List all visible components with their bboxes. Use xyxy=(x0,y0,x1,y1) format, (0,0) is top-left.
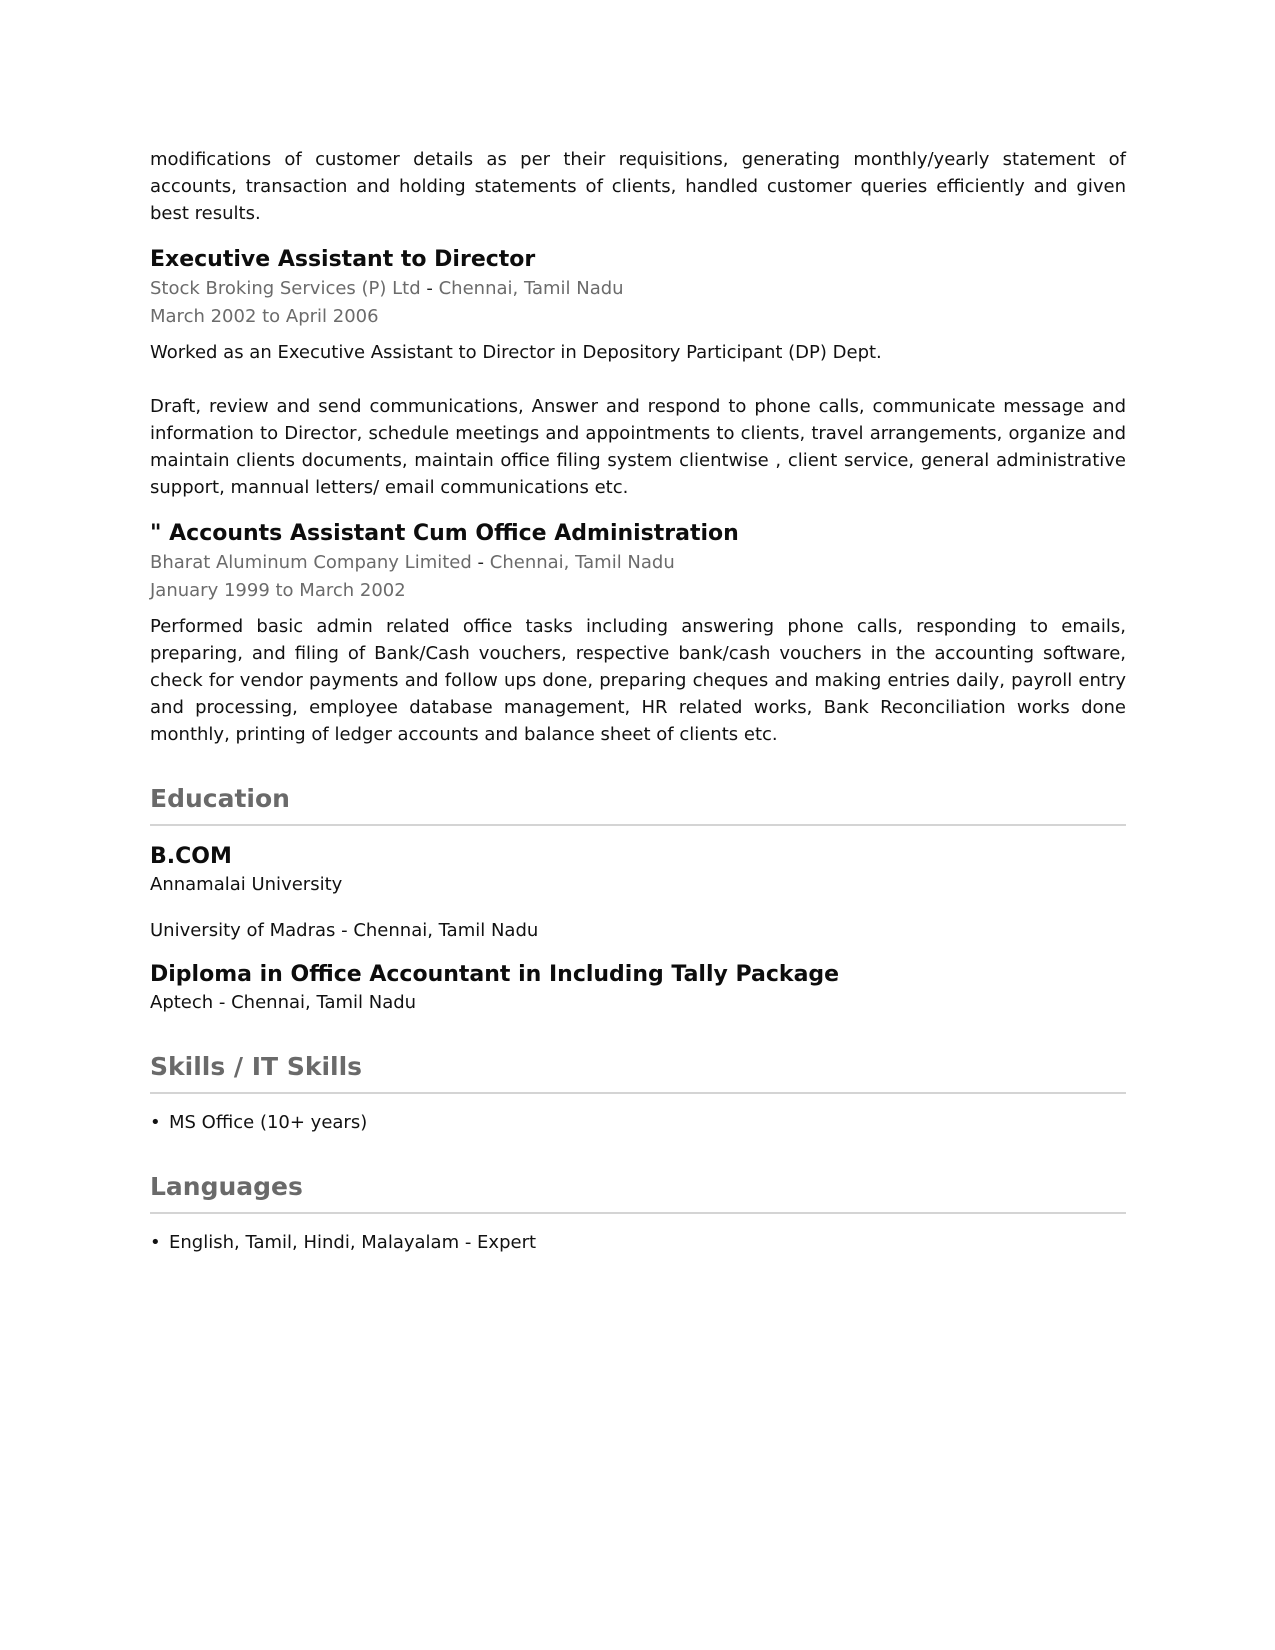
job-description: Performed basic admin related office tasks including answering phone calls, responding to emails, preparing, and filing of Bank/Cash vouchers, respective bank/cash vouchers in the accounting software, check for vendor payments and follow ups done, preparing cheques and making entries daily, payroll entry and processing, employee database management, HR related works, Bank Reconciliation works done monthly, printing of ledger accounts and balance sheet of clients etc. xyxy=(150,616,1126,745)
education-item xyxy=(150,960,1126,1016)
job-dates: January 1999 to March 2002 xyxy=(150,580,406,601)
job-description: Worked as an Executive Assistant to Director in Depository Participant (DP) Dept. xyxy=(150,342,882,363)
skills-section xyxy=(150,1050,1126,1136)
job-description: Draft, review and send communications, Answer and respond to phone calls, communicate message and information to Director, schedule meetings and appointments to clients, travel arrangements, organize and maintain clients documents, maintain office filing system clientwise , client service, general administrative support, mannual letters/ email communications etc. xyxy=(150,396,1126,498)
intro-paragraph: modifications of customer details as per their requisitions, generating monthly/yearly statement of accounts, transaction and holding statements of clients, handled customer queries efficiently and given best results. xyxy=(150,149,1126,224)
school-extra: University of Madras - Chennai, Tamil Nadu xyxy=(150,920,539,941)
job-entry xyxy=(150,245,1126,501)
job-company-line xyxy=(150,275,1126,303)
job-title: " Accounts Assistant Cum Office Administration xyxy=(150,521,739,546)
job-title: Executive Assistant to Director xyxy=(150,247,536,272)
bullet-icon: • xyxy=(150,1112,161,1133)
list-item xyxy=(150,1230,1126,1256)
school-name: Annamalai University xyxy=(150,874,343,895)
meta-separator: - xyxy=(420,278,439,299)
education-item xyxy=(150,842,1126,944)
job-entry xyxy=(150,519,1126,748)
job-company: Stock Broking Services (P) Ltd xyxy=(150,278,421,299)
job-location: Chennai, Tamil Nadu xyxy=(438,278,624,299)
job-company-line xyxy=(150,549,1126,577)
education-section xyxy=(150,782,1126,1016)
meta-separator: - xyxy=(471,552,490,573)
section-heading: Education xyxy=(150,782,1126,826)
resume-page xyxy=(150,146,1126,1256)
skills-list xyxy=(150,1110,1126,1136)
section-heading: Languages xyxy=(150,1170,1126,1214)
section-heading: Skills / IT Skills xyxy=(150,1050,1126,1094)
bullet-icon: • xyxy=(150,1232,161,1253)
degree-title: B.COM xyxy=(150,844,232,869)
job-location: Chennai, Tamil Nadu xyxy=(489,552,675,573)
list-item xyxy=(150,1110,1126,1136)
degree-title: Diploma in Office Accountant in Including Tally Package xyxy=(150,962,840,987)
school-name: Aptech - Chennai, Tamil Nadu xyxy=(150,992,417,1013)
languages-list xyxy=(150,1230,1126,1256)
paragraph-gap xyxy=(150,366,1126,393)
job-dates: March 2002 to April 2006 xyxy=(150,306,379,327)
language-text: English, Tamil, Hindi, Malayalam - Expert xyxy=(169,1232,537,1253)
job-company: Bharat Aluminum Company Limited xyxy=(150,552,472,573)
languages-section xyxy=(150,1170,1126,1256)
skill-text: MS Office (10+ years) xyxy=(169,1112,368,1133)
